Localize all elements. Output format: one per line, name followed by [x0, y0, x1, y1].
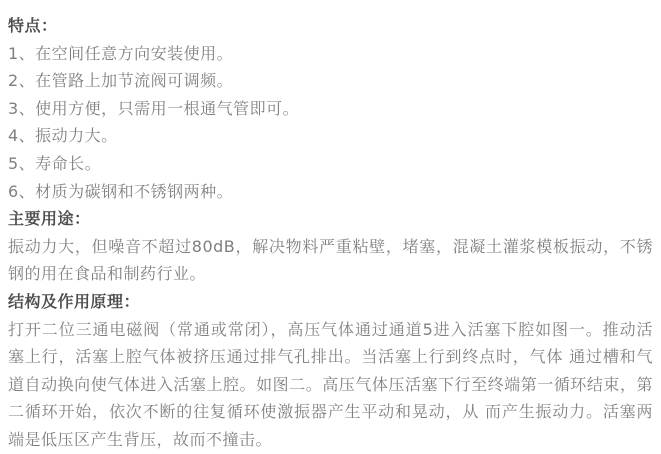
feature-item-3: 3、使用方便，只需用一根通气管即可。: [8, 98, 300, 118]
main-uses-heading: 主要用途：: [8, 209, 91, 229]
principle-heading: 结构及作用原理：: [8, 291, 141, 311]
feature-item-5: 5、寿命长。: [8, 153, 102, 173]
main-uses-paragraph: 振动力大，但噪音不超过80dB，解决物料严重粘壁，堵塞，混凝土灌浆模板振动，不锈钢的用在食品和制药行业。: [8, 236, 653, 284]
feature-item-1: 1、在空间任意方向安装使用。: [8, 43, 234, 63]
feature-item-2: 2、在管路上加节流阀可调频。: [8, 71, 234, 91]
feature-item-4: 4、振动力大。: [8, 126, 118, 146]
features-heading: 特点：: [8, 16, 58, 35]
principle-paragraph: 打开二位三通电磁阀（常通或常闭），高压气体通过通道5进入活塞下腔如图一。推动活塞上行，活塞上腔气体被挤压通过排气孔排出。当活塞上行到终点时，气体 通过槽和气道自动换向使气体进入活塞上腔。如图二。高压气体压活塞下行至终端第一循环结束，第二循环开始，依次不断的往复循环使激振器产生平动和晃动，从 而产生振动力。活塞两端是低压区产生背压，故而不撞击。: [8, 319, 653, 449]
feature-item-6: 6、材质为碳钢和不锈钢两种。: [8, 181, 234, 201]
